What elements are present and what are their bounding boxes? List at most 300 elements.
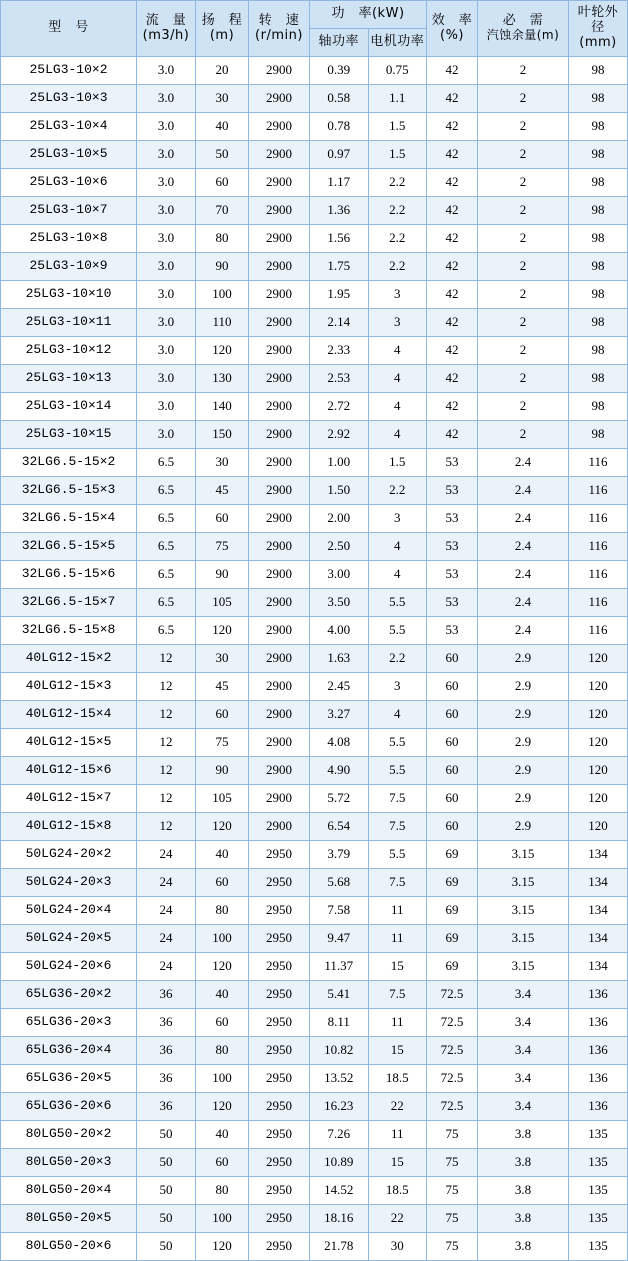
cell-motor-power: 1.5	[368, 113, 427, 141]
cell-head: 80	[196, 897, 249, 925]
cell-motor-power: 4	[368, 337, 427, 365]
cell-speed: 2950	[249, 1093, 310, 1121]
cell-efficiency: 42	[427, 393, 478, 421]
table-row	[1, 169, 628, 197]
cell-flow: 12	[137, 645, 196, 673]
cell-npsh: 3.8	[478, 1205, 569, 1233]
cell-head: 90	[196, 561, 249, 589]
table-row	[1, 1009, 628, 1037]
cell-impeller: 134	[569, 841, 628, 869]
cell-speed: 2900	[249, 57, 310, 85]
cell-model: 25LG3-10×10	[1, 281, 137, 309]
cell-motor-power: 4	[368, 561, 427, 589]
cell-model: 25LG3-10×13	[1, 365, 137, 393]
cell-efficiency: 42	[427, 309, 478, 337]
cell-npsh: 2.9	[478, 785, 569, 813]
cell-speed: 2900	[249, 477, 310, 505]
cell-motor-power: 30	[368, 1233, 427, 1261]
header-flow-unit: (m3/h)	[142, 27, 190, 43]
header-efficiency	[427, 1, 478, 57]
cell-efficiency: 72.5	[427, 1093, 478, 1121]
cell-efficiency: 42	[427, 337, 478, 365]
cell-head: 110	[196, 309, 249, 337]
cell-shaft-power: 3.50	[310, 589, 369, 617]
cell-head: 20	[196, 57, 249, 85]
table-row	[1, 981, 628, 1009]
table-row	[1, 197, 628, 225]
cell-impeller: 116	[569, 449, 628, 477]
table-row	[1, 589, 628, 617]
cell-head: 130	[196, 365, 249, 393]
header-head-label: 扬 程	[201, 12, 243, 28]
cell-shaft-power: 3.79	[310, 841, 369, 869]
cell-motor-power: 2.2	[368, 197, 427, 225]
cell-efficiency: 53	[427, 477, 478, 505]
cell-motor-power: 2.2	[368, 477, 427, 505]
cell-shaft-power: 11.37	[310, 953, 369, 981]
cell-impeller: 120	[569, 729, 628, 757]
cell-speed: 2950	[249, 925, 310, 953]
cell-shaft-power: 7.58	[310, 897, 369, 925]
cell-efficiency: 69	[427, 953, 478, 981]
cell-npsh: 2	[478, 113, 569, 141]
cell-model: 50LG24-20×5	[1, 925, 137, 953]
cell-model: 65LG36-20×3	[1, 1009, 137, 1037]
cell-shaft-power: 13.52	[310, 1065, 369, 1093]
table-row	[1, 449, 628, 477]
cell-npsh: 2	[478, 141, 569, 169]
cell-motor-power: 5.5	[368, 617, 427, 645]
cell-efficiency: 75	[427, 1233, 478, 1261]
cell-flow: 12	[137, 757, 196, 785]
cell-impeller: 134	[569, 869, 628, 897]
table-row	[1, 281, 628, 309]
cell-head: 120	[196, 337, 249, 365]
header-efficiency-unit: (%)	[440, 27, 464, 43]
header-npsh	[478, 1, 569, 57]
cell-flow: 3.0	[137, 113, 196, 141]
header-power-group: 功 率(kW)	[310, 1, 427, 29]
cell-speed: 2900	[249, 645, 310, 673]
cell-model: 80LG50-20×4	[1, 1177, 137, 1205]
cell-efficiency: 75	[427, 1121, 478, 1149]
cell-motor-power: 3	[368, 673, 427, 701]
cell-speed: 2900	[249, 589, 310, 617]
header-impeller-label2: 径	[591, 20, 605, 36]
cell-impeller: 135	[569, 1205, 628, 1233]
cell-model: 80LG50-20×2	[1, 1121, 137, 1149]
table-row	[1, 813, 628, 841]
table-row	[1, 57, 628, 85]
cell-shaft-power: 2.33	[310, 337, 369, 365]
cell-shaft-power: 2.45	[310, 673, 369, 701]
cell-npsh: 3.15	[478, 841, 569, 869]
cell-shaft-power: 0.78	[310, 113, 369, 141]
table-row	[1, 561, 628, 589]
cell-shaft-power: 9.47	[310, 925, 369, 953]
table-row	[1, 393, 628, 421]
cell-flow: 3.0	[137, 365, 196, 393]
cell-motor-power: 1.1	[368, 85, 427, 113]
cell-model: 25LG3-10×9	[1, 253, 137, 281]
cell-flow: 50	[137, 1121, 196, 1149]
cell-npsh: 3.4	[478, 1065, 569, 1093]
cell-efficiency: 72.5	[427, 1009, 478, 1037]
cell-flow: 3.0	[137, 197, 196, 225]
cell-impeller: 120	[569, 813, 628, 841]
cell-motor-power: 4	[368, 701, 427, 729]
cell-motor-power: 5.5	[368, 729, 427, 757]
header-motor-power: 电机功率	[368, 29, 427, 57]
cell-impeller: 116	[569, 561, 628, 589]
cell-npsh: 2.4	[478, 477, 569, 505]
header-speed-label: 转 速	[258, 12, 300, 28]
cell-speed: 2950	[249, 1065, 310, 1093]
cell-motor-power: 7.5	[368, 869, 427, 897]
cell-motor-power: 4	[368, 421, 427, 449]
cell-motor-power: 0.75	[368, 57, 427, 85]
cell-motor-power: 2.2	[368, 253, 427, 281]
cell-efficiency: 72.5	[427, 1037, 478, 1065]
cell-motor-power: 4	[368, 365, 427, 393]
cell-npsh: 2	[478, 365, 569, 393]
cell-model: 32LG6.5-15×2	[1, 449, 137, 477]
cell-efficiency: 53	[427, 617, 478, 645]
cell-speed: 2900	[249, 197, 310, 225]
cell-speed: 2900	[249, 673, 310, 701]
cell-shaft-power: 10.82	[310, 1037, 369, 1065]
cell-efficiency: 42	[427, 225, 478, 253]
cell-speed: 2900	[249, 393, 310, 421]
cell-shaft-power: 2.00	[310, 505, 369, 533]
cell-shaft-power: 14.52	[310, 1177, 369, 1205]
header-efficiency-label: 效 率	[431, 12, 473, 28]
cell-head: 60	[196, 1009, 249, 1037]
cell-head: 75	[196, 533, 249, 561]
cell-speed: 2900	[249, 253, 310, 281]
cell-npsh: 3.15	[478, 897, 569, 925]
cell-speed: 2950	[249, 1205, 310, 1233]
cell-shaft-power: 1.36	[310, 197, 369, 225]
cell-model: 32LG6.5-15×8	[1, 617, 137, 645]
cell-impeller: 98	[569, 197, 628, 225]
cell-motor-power: 15	[368, 1149, 427, 1177]
cell-flow: 24	[137, 925, 196, 953]
cell-model: 32LG6.5-15×3	[1, 477, 137, 505]
cell-impeller: 98	[569, 281, 628, 309]
cell-npsh: 2.9	[478, 701, 569, 729]
header-npsh-label: 必 需	[502, 13, 544, 29]
cell-efficiency: 53	[427, 533, 478, 561]
cell-motor-power: 3	[368, 505, 427, 533]
header-model	[1, 1, 137, 57]
cell-shaft-power: 5.68	[310, 869, 369, 897]
cell-impeller: 120	[569, 701, 628, 729]
header-model-label: 型 号	[48, 20, 89, 36]
cell-speed: 2900	[249, 113, 310, 141]
table-row	[1, 141, 628, 169]
cell-flow: 12	[137, 813, 196, 841]
cell-speed: 2950	[249, 869, 310, 897]
cell-impeller: 98	[569, 365, 628, 393]
header-impeller-label: 叶轮外	[577, 5, 619, 21]
cell-impeller: 98	[569, 309, 628, 337]
cell-model: 40LG12-15×7	[1, 785, 137, 813]
cell-model: 65LG36-20×4	[1, 1037, 137, 1065]
cell-shaft-power: 2.92	[310, 421, 369, 449]
cell-flow: 24	[137, 841, 196, 869]
cell-motor-power: 3	[368, 281, 427, 309]
cell-flow: 6.5	[137, 533, 196, 561]
cell-model: 32LG6.5-15×4	[1, 505, 137, 533]
table-row	[1, 253, 628, 281]
cell-head: 105	[196, 785, 249, 813]
cell-efficiency: 53	[427, 505, 478, 533]
cell-shaft-power: 6.54	[310, 813, 369, 841]
cell-impeller: 116	[569, 533, 628, 561]
cell-head: 100	[196, 1205, 249, 1233]
table-row	[1, 533, 628, 561]
cell-speed: 2950	[249, 1177, 310, 1205]
cell-speed: 2900	[249, 533, 310, 561]
cell-impeller: 135	[569, 1177, 628, 1205]
cell-model: 50LG24-20×6	[1, 953, 137, 981]
cell-speed: 2950	[249, 841, 310, 869]
cell-flow: 3.0	[137, 281, 196, 309]
cell-impeller: 116	[569, 505, 628, 533]
cell-flow: 50	[137, 1205, 196, 1233]
cell-model: 40LG12-15×5	[1, 729, 137, 757]
table-row	[1, 953, 628, 981]
cell-model: 40LG12-15×4	[1, 701, 137, 729]
cell-impeller: 120	[569, 645, 628, 673]
cell-head: 150	[196, 421, 249, 449]
cell-efficiency: 42	[427, 169, 478, 197]
cell-flow: 12	[137, 701, 196, 729]
header-speed-unit: (r/min)	[255, 27, 303, 43]
table-row	[1, 225, 628, 253]
cell-efficiency: 42	[427, 113, 478, 141]
header-impeller	[569, 1, 628, 57]
cell-speed: 2900	[249, 617, 310, 645]
table-row	[1, 1093, 628, 1121]
cell-shaft-power: 21.78	[310, 1233, 369, 1261]
cell-model: 25LG3-10×14	[1, 393, 137, 421]
cell-shaft-power: 2.53	[310, 365, 369, 393]
table-row	[1, 729, 628, 757]
cell-shaft-power: 7.26	[310, 1121, 369, 1149]
cell-model: 25LG3-10×6	[1, 169, 137, 197]
cell-head: 120	[196, 617, 249, 645]
cell-npsh: 2	[478, 85, 569, 113]
cell-impeller: 98	[569, 57, 628, 85]
cell-head: 80	[196, 1037, 249, 1065]
cell-speed: 2950	[249, 1037, 310, 1065]
cell-flow: 24	[137, 869, 196, 897]
cell-npsh: 2	[478, 57, 569, 85]
cell-flow: 3.0	[137, 337, 196, 365]
cell-speed: 2900	[249, 421, 310, 449]
cell-npsh: 2	[478, 337, 569, 365]
cell-npsh: 2	[478, 421, 569, 449]
cell-impeller: 98	[569, 421, 628, 449]
table-row	[1, 1149, 628, 1177]
cell-motor-power: 4	[368, 393, 427, 421]
cell-speed: 2900	[249, 141, 310, 169]
table-row	[1, 757, 628, 785]
cell-efficiency: 72.5	[427, 981, 478, 1009]
cell-head: 60	[196, 869, 249, 897]
cell-flow: 12	[137, 729, 196, 757]
header-head	[196, 1, 249, 57]
cell-model: 25LG3-10×15	[1, 421, 137, 449]
cell-speed: 2950	[249, 953, 310, 981]
cell-shaft-power: 2.14	[310, 309, 369, 337]
cell-npsh: 2	[478, 309, 569, 337]
cell-npsh: 3.8	[478, 1149, 569, 1177]
cell-speed: 2900	[249, 729, 310, 757]
cell-head: 80	[196, 1177, 249, 1205]
table-row	[1, 673, 628, 701]
cell-npsh: 2.9	[478, 757, 569, 785]
cell-head: 60	[196, 701, 249, 729]
cell-head: 40	[196, 981, 249, 1009]
cell-efficiency: 69	[427, 841, 478, 869]
cell-flow: 6.5	[137, 561, 196, 589]
cell-shaft-power: 1.00	[310, 449, 369, 477]
cell-motor-power: 4	[368, 533, 427, 561]
cell-impeller: 116	[569, 589, 628, 617]
cell-speed: 2900	[249, 757, 310, 785]
table-row	[1, 617, 628, 645]
cell-efficiency: 42	[427, 57, 478, 85]
table-row	[1, 113, 628, 141]
cell-flow: 6.5	[137, 505, 196, 533]
cell-impeller: 135	[569, 1233, 628, 1261]
cell-flow: 24	[137, 897, 196, 925]
cell-impeller: 136	[569, 981, 628, 1009]
cell-shaft-power: 4.00	[310, 617, 369, 645]
header-head-unit: (m)	[209, 27, 235, 43]
cell-flow: 3.0	[137, 57, 196, 85]
cell-model: 25LG3-10×11	[1, 309, 137, 337]
cell-flow: 6.5	[137, 589, 196, 617]
cell-impeller: 135	[569, 1149, 628, 1177]
cell-motor-power: 15	[368, 1037, 427, 1065]
cell-efficiency: 42	[427, 197, 478, 225]
cell-head: 105	[196, 589, 249, 617]
cell-efficiency: 69	[427, 869, 478, 897]
cell-head: 30	[196, 85, 249, 113]
cell-flow: 50	[137, 1177, 196, 1205]
cell-impeller: 98	[569, 393, 628, 421]
table-row	[1, 869, 628, 897]
cell-head: 45	[196, 673, 249, 701]
cell-impeller: 120	[569, 785, 628, 813]
table-row	[1, 1037, 628, 1065]
cell-impeller: 120	[569, 757, 628, 785]
cell-speed: 2950	[249, 1149, 310, 1177]
cell-efficiency: 75	[427, 1205, 478, 1233]
cell-efficiency: 42	[427, 141, 478, 169]
cell-npsh: 2.9	[478, 813, 569, 841]
cell-head: 70	[196, 197, 249, 225]
cell-npsh: 3.4	[478, 981, 569, 1009]
cell-npsh: 2.9	[478, 645, 569, 673]
cell-efficiency: 53	[427, 589, 478, 617]
cell-motor-power: 2.2	[368, 169, 427, 197]
table-row	[1, 841, 628, 869]
cell-model: 50LG24-20×4	[1, 897, 137, 925]
cell-efficiency: 60	[427, 673, 478, 701]
table-body	[1, 57, 628, 1261]
cell-efficiency: 60	[427, 645, 478, 673]
cell-efficiency: 69	[427, 925, 478, 953]
cell-impeller: 98	[569, 337, 628, 365]
cell-npsh: 2.9	[478, 673, 569, 701]
cell-shaft-power: 0.97	[310, 141, 369, 169]
cell-shaft-power: 0.58	[310, 85, 369, 113]
table-row	[1, 1121, 628, 1149]
cell-efficiency: 60	[427, 729, 478, 757]
cell-motor-power: 7.5	[368, 813, 427, 841]
cell-head: 40	[196, 1121, 249, 1149]
cell-impeller: 136	[569, 1009, 628, 1037]
table-header	[1, 1, 628, 57]
cell-motor-power: 7.5	[368, 785, 427, 813]
cell-shaft-power: 1.50	[310, 477, 369, 505]
cell-shaft-power: 8.11	[310, 1009, 369, 1037]
cell-shaft-power: 1.63	[310, 645, 369, 673]
cell-flow: 12	[137, 785, 196, 813]
cell-shaft-power: 1.95	[310, 281, 369, 309]
cell-impeller: 98	[569, 141, 628, 169]
cell-impeller: 134	[569, 897, 628, 925]
cell-npsh: 3.4	[478, 1093, 569, 1121]
cell-speed: 2950	[249, 1121, 310, 1149]
cell-head: 100	[196, 281, 249, 309]
cell-speed: 2900	[249, 561, 310, 589]
cell-npsh: 3.15	[478, 869, 569, 897]
cell-efficiency: 60	[427, 785, 478, 813]
cell-npsh: 2.4	[478, 533, 569, 561]
cell-model: 50LG24-20×2	[1, 841, 137, 869]
cell-shaft-power: 3.27	[310, 701, 369, 729]
cell-motor-power: 3	[368, 309, 427, 337]
cell-npsh: 3.8	[478, 1177, 569, 1205]
cell-impeller: 136	[569, 1037, 628, 1065]
cell-model: 40LG12-15×8	[1, 813, 137, 841]
cell-model: 25LG3-10×2	[1, 57, 137, 85]
cell-motor-power: 1.5	[368, 141, 427, 169]
cell-efficiency: 42	[427, 253, 478, 281]
cell-npsh: 2.9	[478, 729, 569, 757]
cell-head: 80	[196, 225, 249, 253]
cell-efficiency: 42	[427, 421, 478, 449]
cell-motor-power: 1.5	[368, 449, 427, 477]
cell-model: 80LG50-20×5	[1, 1205, 137, 1233]
cell-flow: 36	[137, 981, 196, 1009]
cell-motor-power: 7.5	[368, 981, 427, 1009]
cell-head: 60	[196, 169, 249, 197]
cell-motor-power: 5.5	[368, 757, 427, 785]
cell-flow: 6.5	[137, 449, 196, 477]
cell-npsh: 2.4	[478, 561, 569, 589]
cell-npsh: 3.4	[478, 1037, 569, 1065]
cell-head: 30	[196, 645, 249, 673]
table-row	[1, 925, 628, 953]
table-row	[1, 1233, 628, 1261]
